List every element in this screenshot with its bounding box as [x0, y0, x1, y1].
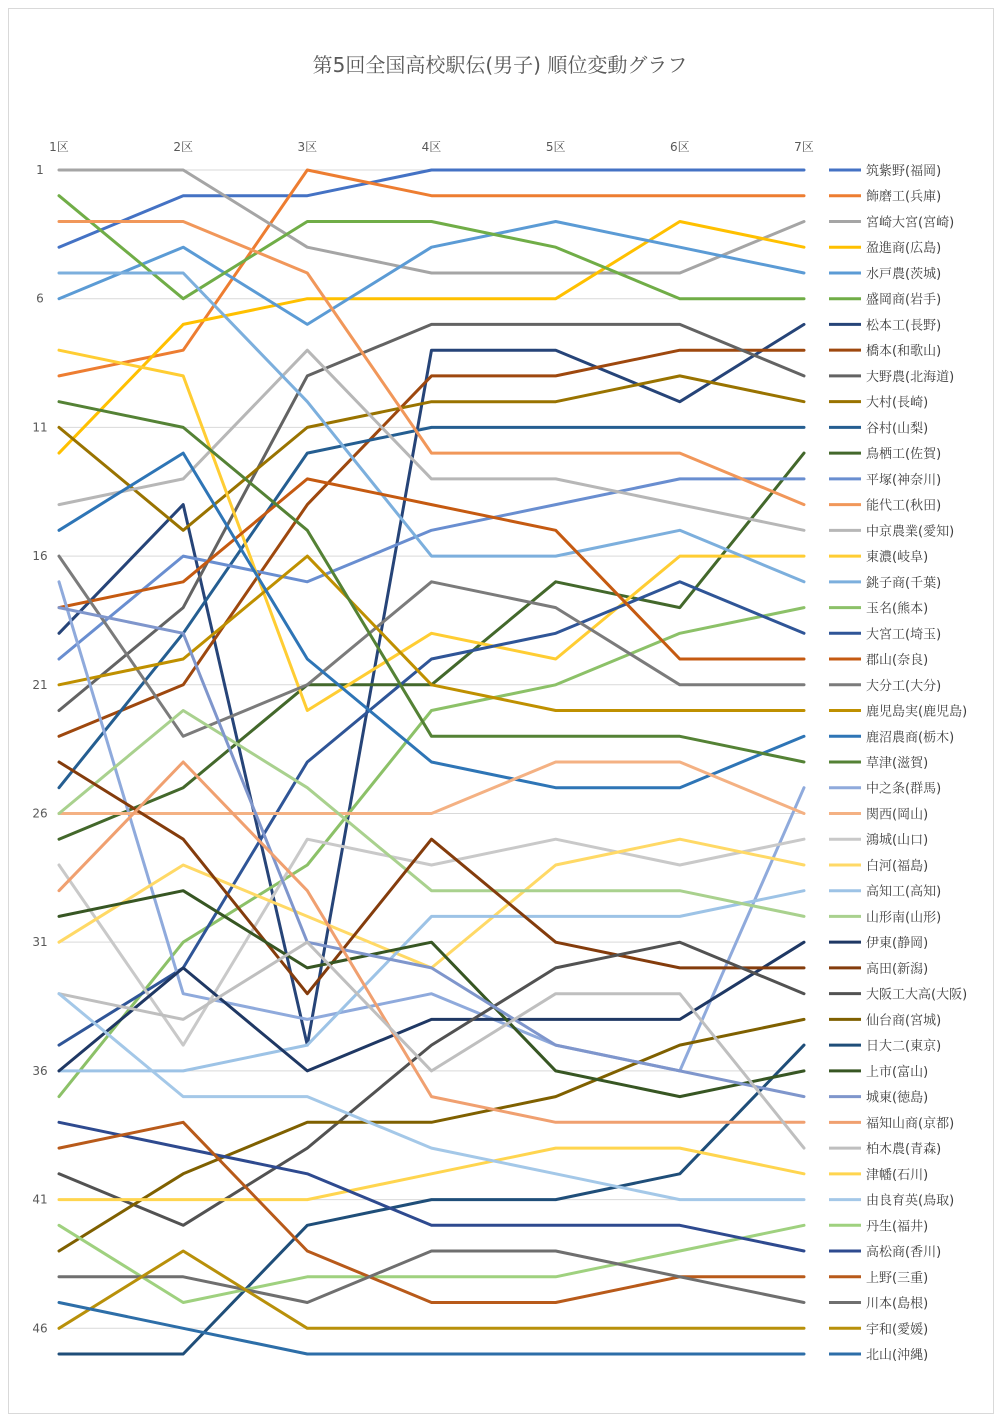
- legend-label: 高知工(高知): [866, 884, 942, 900]
- series-lines: [59, 170, 804, 1354]
- x-tick-label: 3区: [297, 140, 318, 154]
- y-tick-label: 46: [32, 1321, 48, 1336]
- series-line-36: [59, 608, 804, 1097]
- legend-label: 盛岡商(岩手): [866, 292, 942, 308]
- legend-label: 柏木農(青森): [866, 1142, 942, 1158]
- legend-label: 上野(三重): [866, 1270, 929, 1286]
- legend-label: 橋本(和歌山): [866, 344, 942, 360]
- legend-label: 宮崎大宮(宮崎): [866, 215, 955, 231]
- legend-label: 福知山商(京都): [866, 1116, 955, 1132]
- y-tick-label: 31: [32, 935, 48, 950]
- legend-label: 筑紫野(福岡): [866, 164, 942, 179]
- series-line-7: [59, 350, 804, 736]
- legend-label: 城東(徳島): [866, 1090, 929, 1106]
- legend-label: 中京農業(愛知): [866, 524, 955, 540]
- y-tick-label: 1: [36, 163, 44, 177]
- x-tick-label: 6区: [670, 140, 690, 154]
- legend-label: 銚子商(千葉): [866, 575, 942, 591]
- legend-label: 鹿沼農商(栃木): [866, 730, 955, 746]
- legend-label: 由良育英(鳥取): [866, 1193, 955, 1209]
- legend-label: 谷村(山梨): [866, 421, 929, 437]
- series-line-45: [59, 1251, 804, 1328]
- x-tick-label: 1区: [49, 140, 69, 154]
- legend-label: 水戸農(茨城): [866, 266, 942, 282]
- legend-label: 飾磨工(兵庫): [866, 189, 942, 205]
- legend-label: 関西(岡山): [866, 807, 929, 823]
- legend-label: 中之条(群馬): [866, 781, 942, 797]
- legend-label: 仙台商(宮城): [866, 1013, 942, 1029]
- legend-label: 高田(新潟): [866, 961, 929, 977]
- legend-label: 鴻城(山口): [866, 833, 929, 849]
- legend-label: 伊東(静岡): [866, 936, 929, 952]
- legend-label: 鹿児島実(鹿児島): [866, 704, 968, 720]
- grid-lines: [59, 170, 804, 1328]
- legend-label: 盈進商(広島): [866, 241, 942, 257]
- legend-label: 白河(福島): [866, 858, 929, 874]
- legend-label: 上市(富山): [866, 1064, 929, 1080]
- legend-label: 北山(沖縄): [866, 1348, 929, 1363]
- y-tick-label: 26: [32, 806, 48, 821]
- series-line-3: [59, 222, 804, 454]
- legend-label: 川本(島根): [866, 1296, 929, 1312]
- legend-label: 宇和(愛媛): [866, 1322, 929, 1338]
- legend-label: 郡山(奈良): [866, 653, 929, 669]
- legend-label: 大阪工大高(大阪): [866, 987, 968, 1003]
- legend-label: 大村(長崎): [866, 395, 929, 411]
- legend-label: 鳥栖工(佐賀): [866, 447, 942, 463]
- legend: [829, 163, 967, 1363]
- series-line-24: [59, 582, 804, 1071]
- legend-label: 津幡(石川): [866, 1167, 929, 1183]
- series-line-39: [59, 1148, 804, 1200]
- legend-label: 玉名(熊本): [866, 601, 929, 617]
- y-tick-label: 16: [32, 549, 48, 564]
- x-axis-ticks: [49, 140, 814, 154]
- x-tick-label: 5区: [545, 140, 566, 154]
- y-tick-label: 36: [32, 1063, 48, 1078]
- chart-title: 第5回全国高校駅伝(男子) 順位変動グラフ: [312, 53, 688, 77]
- legend-label: 平塚(神奈川): [866, 472, 942, 488]
- series-line-17: [59, 608, 804, 1097]
- x-tick-label: 4区: [421, 140, 442, 154]
- legend-label: 大分工(大分): [866, 678, 942, 694]
- y-tick-label: 6: [36, 291, 44, 306]
- y-tick-label: 11: [32, 420, 48, 435]
- legend-label: 能代工(秋田): [866, 498, 942, 514]
- legend-label: 草津(滋賀): [866, 756, 929, 771]
- y-tick-label: 41: [32, 1192, 48, 1207]
- x-tick-label: 2区: [173, 140, 193, 154]
- legend-label: 日大二(東京): [866, 1039, 942, 1055]
- series-line-0: [59, 170, 804, 247]
- x-tick-label: 7区: [794, 140, 814, 154]
- legend-label: 大野農(北海道): [866, 369, 955, 385]
- legend-label: 山形南(山形): [866, 910, 942, 926]
- y-tick-label: 21: [32, 677, 48, 692]
- series-line-30: [59, 942, 804, 1071]
- series-line-25: [59, 762, 804, 814]
- series-line-33: [59, 1019, 804, 1251]
- series-line-41: [59, 1225, 804, 1302]
- y-axis-ticks: [32, 163, 47, 1335]
- legend-label: 丹生(福井): [866, 1219, 929, 1235]
- legend-label: 高松商(香川): [866, 1245, 942, 1261]
- series-line-42: [59, 1122, 804, 1251]
- legend-label: 東濃(岐阜): [866, 550, 929, 566]
- legend-label: 大宮工(埼玉): [866, 627, 942, 643]
- legend-label: 松本工(長野): [866, 318, 942, 334]
